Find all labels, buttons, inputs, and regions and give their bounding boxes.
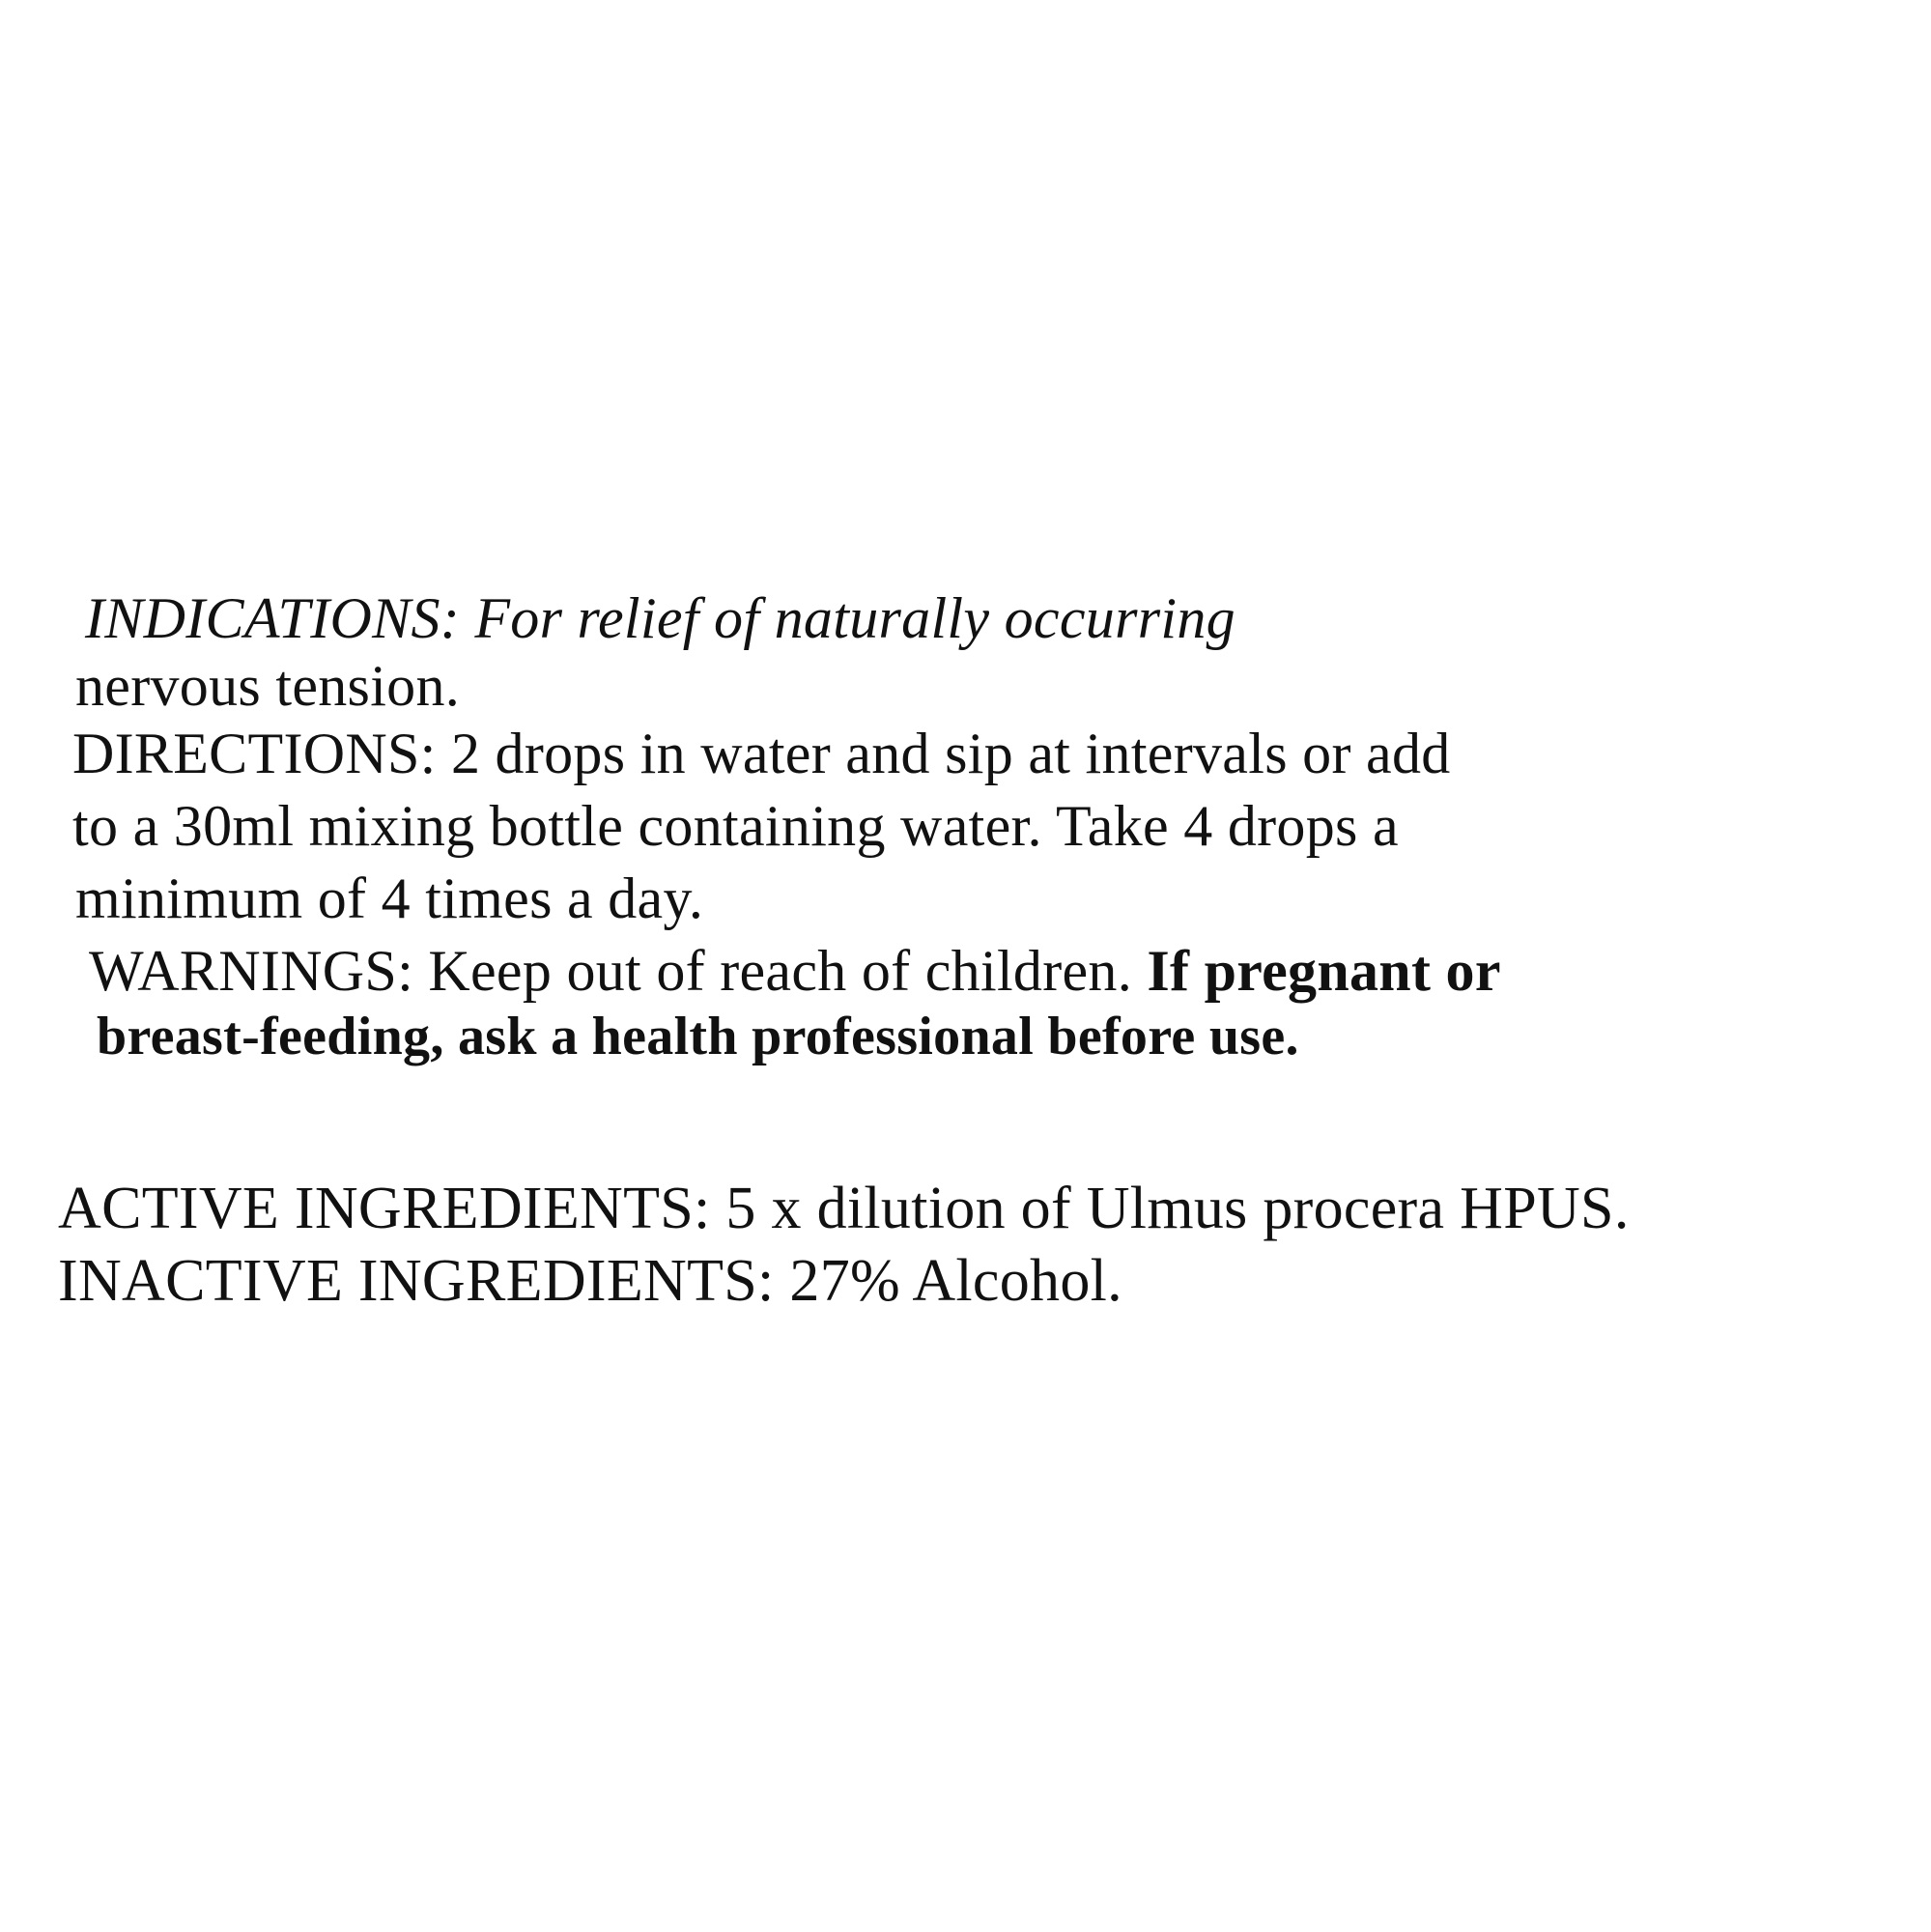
directions-line-2 — [72, 794, 1399, 858]
indications-line-1 — [85, 586, 1235, 650]
active-ingredients-text: 5 x dilution of Ulmus procera HPUS. — [725, 1176, 1630, 1241]
warnings-line-1 — [89, 939, 1501, 1003]
inactive-ingredients-line — [58, 1248, 1122, 1314]
active-ingredients-line — [58, 1176, 1630, 1241]
warnings-line-2 — [97, 1009, 1299, 1064]
warnings-bold-text-cont: breast-feeding, ask a health professional before use. — [97, 1007, 1299, 1066]
indications-text-cont: nervous tension. — [75, 654, 461, 718]
inactive-ingredients-text: 27% Alcohol. — [789, 1248, 1122, 1314]
warnings-bold-text: If pregnant or — [1147, 939, 1501, 1003]
directions-text-cont: to a 30ml mixing bottle containing water. Take 4 drops a — [72, 794, 1399, 858]
directions-line-3 — [75, 867, 704, 930]
active-ingredients-heading: ACTIVE INGREDIENTS: — [58, 1176, 711, 1241]
inactive-ingredients-heading: INACTIVE INGREDIENTS: — [58, 1248, 775, 1314]
warnings-text: Keep out of reach of children. — [428, 939, 1133, 1003]
warnings-heading: WARNINGS: — [89, 939, 414, 1003]
indications-heading: INDICATIONS: — [85, 586, 461, 650]
directions-text: 2 drops in water and sip at intervals or add — [450, 722, 1451, 785]
indications-text: For relief of naturally occurring — [474, 586, 1235, 650]
directions-text-end: minimum of 4 times a day. — [75, 867, 704, 930]
directions-line-1 — [72, 722, 1451, 785]
indications-line-2 — [75, 654, 461, 718]
directions-heading: DIRECTIONS: — [72, 722, 437, 785]
